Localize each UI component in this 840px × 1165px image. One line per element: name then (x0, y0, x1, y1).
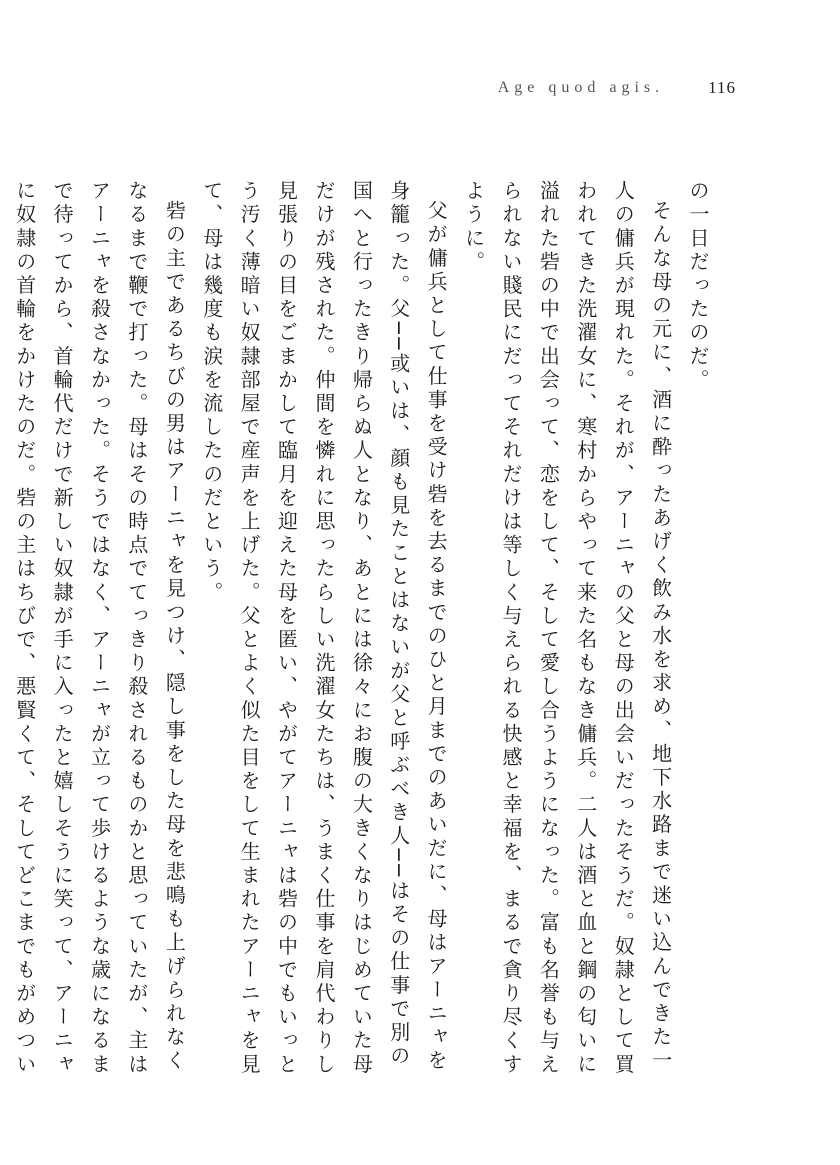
running-title: Age quod agis. (497, 79, 665, 96)
paragraph-1: の一日だったのだ。 (686, 180, 710, 393)
paragraph-4: 砦の主であるちびの男はアーニャを見つけ、隠し事をした母を悲鳴も上げられなくなるまで鞭で打った。母はその時点でてっきり殺されるものかと思っていたが、主はアーニャを殺さなかった。そうではなく、アーニャが立って歩けるような歳になるまで待ってから、首輪代だけで新しい奴隷が手に入ったと嬉しそうに笑って、アーニャに奴隷の首輪をかけたのだ。砦の主はちびで、悪賢くて、そしてどこまでもがめつい (12, 180, 187, 1077)
page-number: 116 (708, 78, 736, 97)
body-text (0, 180, 716, 1080)
page-header (498, 74, 736, 102)
paragraph-2: そんな母の元に、酒に酔ったあげく飲み水を求め、地下水路まで迷い込んできた一人の傭兵が現れた。それが、アーニャの父と母の出会いだったそうだ。奴隷として買われてきた洗濯女に、寒村からやって来た名もなき傭兵。二人は酒と血と鋼の匂いに溢れた砦の中で出会って、恋をして、そして愛し合うようになった。富も名誉も与えられない賤民にだってそれだけは等しく与えられる快感と幸福を、まるで貪り尽くすように。 (461, 180, 673, 1077)
paragraph-3: 父が傭兵として仕事を受け砦を去るまでのひと月までのあいだに、母はアーニャを身籠った。父──或いは、顔も見たことはないが父と呼ぶべき人──はその仕事で別の国へと行ったきり帰らぬ人となり、あとには徐々にお腹の大きくなりはじめていた母だけが残された。仲間を憐れに思ったらしい洗濯女たちは、うまく仕事を肩代わりし見張りの目をごまかして臨月を迎えた母を匿い、やがてアーニャは砦の中でもいっとう汚く薄暗い奴隷部屋で産声を上げた。父とよく似た目をして生まれたアーニャを見て、母は幾度も涙を流したのだという。 (199, 180, 449, 1077)
